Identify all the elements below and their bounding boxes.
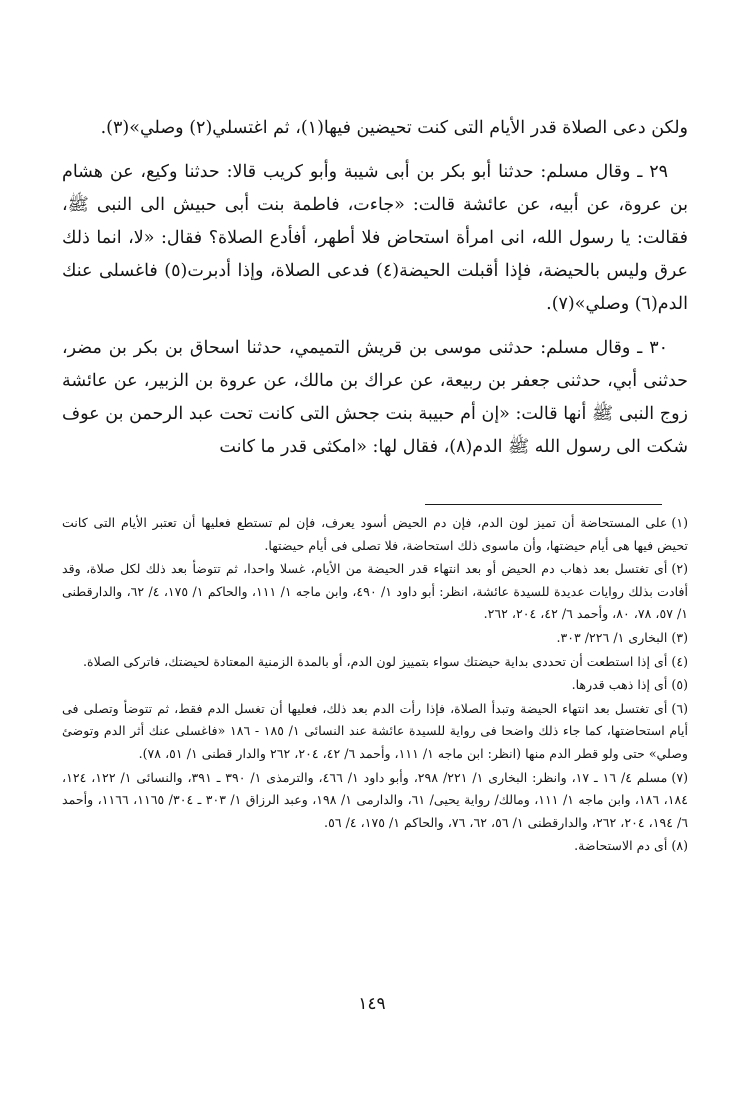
- footnote-number: (٤): [671, 653, 688, 669]
- footnote-number: (٢): [671, 561, 688, 577]
- footnote-text: على المستحاضة أن تميز لون الدم، فإن دم الحيض أسود يعرف، فإن لم تستطع فعليها أن تعتبر الأيام التى كانت تحيض فيها هى أيام حيضتها، وأن ماسوى ذلك استحاضة، فلا تصلى فى أيام حيضتها.: [62, 515, 688, 553]
- footnote-number: (٣): [671, 629, 688, 645]
- footnote-text: أى تغتسل بعد ذهاب دم الحيض أو بعد انتهاء قدر الحيضة من الأيام، غسلا واحدا، ثم تتوضأ بعد ذلك لكل صلاة، وقد أفادت بذلك روايات عديدة للسيدة عائشة، انظر: أبو داود ١/ ٤٩٠، وابن ماجه ١/ ١١١، والحاكم ١/ ١٧٥، ٤/ ٦٢، والدارقطنى ١/ ٥٧، ٧٨، ٨٠، وأحمد ٦/ ٤٢، ٢٠٤، ٢٦٢.: [62, 561, 688, 622]
- footnote-text: أى إذا استطعت أن تحددى بداية حيضتك سواء بتمييز لون الدم، أو بالمدة الزمنية المعتادة لحيضتك، فاتركى الصلاة.: [82, 653, 668, 669]
- footnote-text: البخارى ١/ ٢٢٦/ ٣٠٣.: [556, 629, 668, 645]
- footnotes: [62, 512, 688, 859]
- paragraph-continuation: ولكن دعى الصلاة قدر الأيام التى كنت تحيضين فيها(١)، ثم اغتسلي(٢) وصلي»(٣).: [100, 118, 688, 138]
- footnote-number: (٨): [671, 838, 688, 854]
- footnote-text: أى تغتسل بعد انتهاء الحيضة وتبدأ الصلاة، فإذا رأت الدم بعد ذلك، فعليها أن تغسل الدم فقط، ثم تتوضأ وتصلى فى أيام استحاضتها، كما جاء ذلك واضحا فى رواية للسيدة عائشة عند النسائى ١/ ١٨٥ - ١٨٦ «فاغسلى عنك أثر الدم وتوضئ وصلي» حتى ولو قطر الدم منها (انظر: ابن ماجه ١/ ١١١، وأحمد ٦/ ٤٢، ٢٠٤، ٢٦٢ والدار قطنى ١/ ٥١، ٧٨).: [62, 700, 688, 761]
- paragraph-hadith-30: ٣٠ ـ وقال مسلم: حدثنى موسى بن قريش التميمي، حدثنا اسحاق بن بكر بن مضر، حدثنى أبي، حدثنى جعفر بن ربيعة، عن عراك بن مالك، عن عروة بن الزبير، عن عائشة زوج النبى ﷺ أنها قالت: «إن أم حبيبة بنت جحش التى كانت تحت عبد الرحمن بن عوف شكت الى رسول الله ﷺ الدم(٨)، فقال لها: «امكثى قدر ما كانت: [62, 338, 688, 457]
- paragraph-hadith-29: ٢٩ ـ وقال مسلم: حدثنا أبو بكر بن أبى شيبة وأبو كريب قالا: حدثنا وكيع، عن هشام بن عروة، عن أبيه، عن عائشة قالت: «جاءت، فاطمة بنت أبى حبيش الى النبى ﷺ، فقالت: يا رسول الله، انى امرأة استحاض فلا أطهر، أفأدع الصلاة؟ فقال: «لا، انما ذلك عرق وليس بالحيضة، فإذا أقبلت الحيضة(٤) فدعى الصلاة، وإذا أدبرت(٥) فاغسلى عنك الدم(٦) وصلي»(٧).: [62, 162, 688, 314]
- footnote-separator: [425, 504, 662, 505]
- footnote-3: [62, 627, 688, 650]
- footnote-5: [62, 674, 688, 697]
- footnote-number: (١): [671, 515, 688, 530]
- footnote-text: أى دم الاستحاضة.: [574, 838, 668, 854]
- footnote-1: [62, 512, 688, 557]
- footnote-number: (٦): [671, 700, 688, 716]
- footnote-8: [62, 835, 688, 858]
- footnote-6: [62, 698, 688, 766]
- footnote-number: (٧): [671, 769, 689, 785]
- main-text: [62, 112, 688, 475]
- footnote-2: [62, 558, 688, 626]
- footnote-number: (٥): [671, 677, 688, 693]
- page-number: ١٤٩: [358, 994, 386, 1014]
- footnote-4: [62, 651, 688, 674]
- footnote-7: [62, 767, 688, 835]
- footnote-text: مسلم ٤/ ١٦ ـ ١٧، وانظر: البخارى ١/ ٢٢١/ ٢٩٨، وأبو داود ١/ ٤٦٦، والترمذى ١/ ٣٩٠ ـ ٣٩١، والنسائى ١/ ١٢٢، ١٢٤، ١٨٤، ١٨٦، وابن ماجه ١/ ١١١، ومالك/ رواية يحيى/ ٦١، والدارمى ١/ ١٩٨، وعبد الرزاق ١/ ٣٠٣ ـ ٣٠٤/ ١١٦٥، ١١٦٦، وأحمد ٦/ ١٩٤، ٢٠٤، ٢٦٢، والدارقطنى ١/ ٥٦، ٦٢، ٧٦، والحاكم ١/ ١٧٥، ٤/ ٥٦.: [62, 769, 689, 830]
- footnote-text: أى إذا ذهب قدرها.: [571, 677, 668, 693]
